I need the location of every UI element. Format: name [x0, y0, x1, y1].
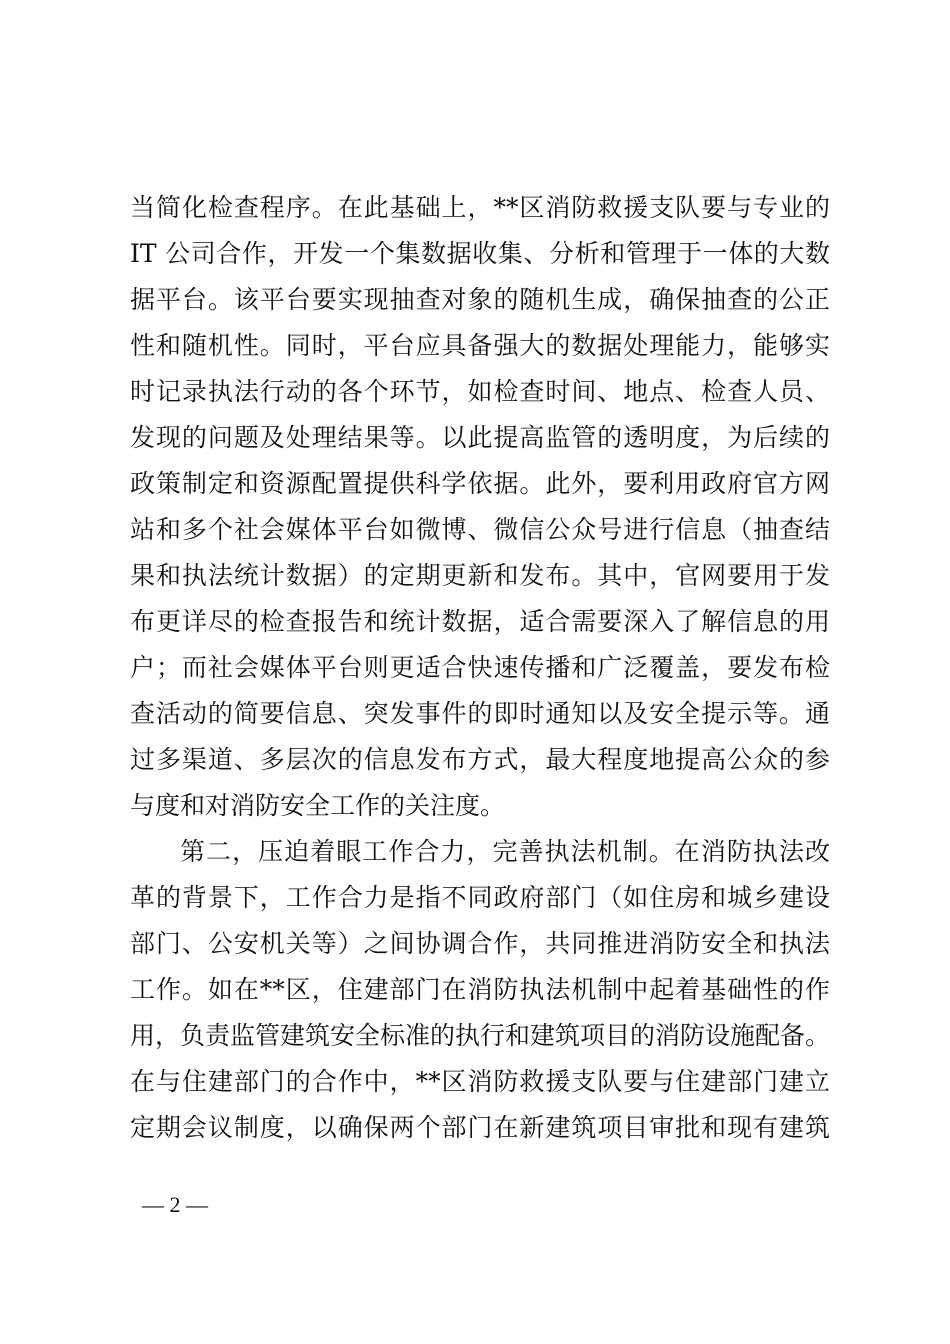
body-line-15: 第二，压迫着眼工作合力，完善执法机制。在消防执法改	[180, 837, 830, 866]
body-line-13: 过多渠道、多层次的信息发布方式，最大程度地提高公众的参	[130, 745, 830, 774]
body-line-5: 时记录执法行动的各个环节，如检查时间、地点、检查人员、	[130, 377, 830, 406]
body-line-12: 查活动的简要信息、突发事件的即时通知以及安全提示等。通	[130, 699, 830, 728]
body-line-1: 当简化检查程序。在此基础上，**区消防救援支队要与专业的	[130, 193, 830, 222]
body-line-6: 发现的问题及处理结果等。以此提高监管的透明度，为后续的	[130, 423, 830, 452]
body-line-18: 工作。如在**区，住建部门在消防执法机制中起着基础性的作	[130, 975, 830, 1004]
body-line-9: 果和执法统计数据）的定期更新和发布。其中，官网要用于发	[130, 561, 830, 590]
body-line-19: 用，负责监管建筑安全标准的执行和建筑项目的消防设施配备。	[130, 1021, 831, 1050]
body-line-11: 户；而社会媒体平台则更适合快速传播和广泛覆盖，要发布检	[130, 653, 830, 682]
body-line-14: 与度和对消防安全工作的关注度。	[130, 791, 506, 820]
body-line-21: 定期会议制度，以确保两个部门在新建筑项目审批和现有建筑	[130, 1113, 830, 1142]
body-line-7: 政策制定和资源配置提供科学依据。此外，要利用政府官方网	[130, 469, 830, 498]
body-line-20: 在与住建部门的合作中，**区消防救援支队要与住建部门建立	[130, 1067, 830, 1096]
body-line-16: 革的背景下，工作合力是指不同政府部门（如住房和城乡建设	[130, 883, 830, 912]
body-line-2: IT 公司合作，开发一个集数据收集、分析和管理于一体的大数	[130, 239, 830, 268]
page-number: — 2 —	[142, 1192, 208, 1217]
body-line-8: 站和多个社会媒体平台如微博、微信公众号进行信息（抽查结	[130, 515, 830, 544]
body-line-3: 据平台。该平台要实现抽查对象的随机生成，确保抽查的公正	[130, 285, 830, 314]
body-line-17: 部门、公安机关等）之间协调合作，共同推进消防安全和执法	[130, 929, 830, 958]
body-line-4: 性和随机性。同时，平台应具备强大的数据处理能力，能够实	[130, 331, 830, 360]
body-line-10: 布更详尽的检查报告和统计数据，适合需要深入了解信息的用	[130, 607, 830, 636]
